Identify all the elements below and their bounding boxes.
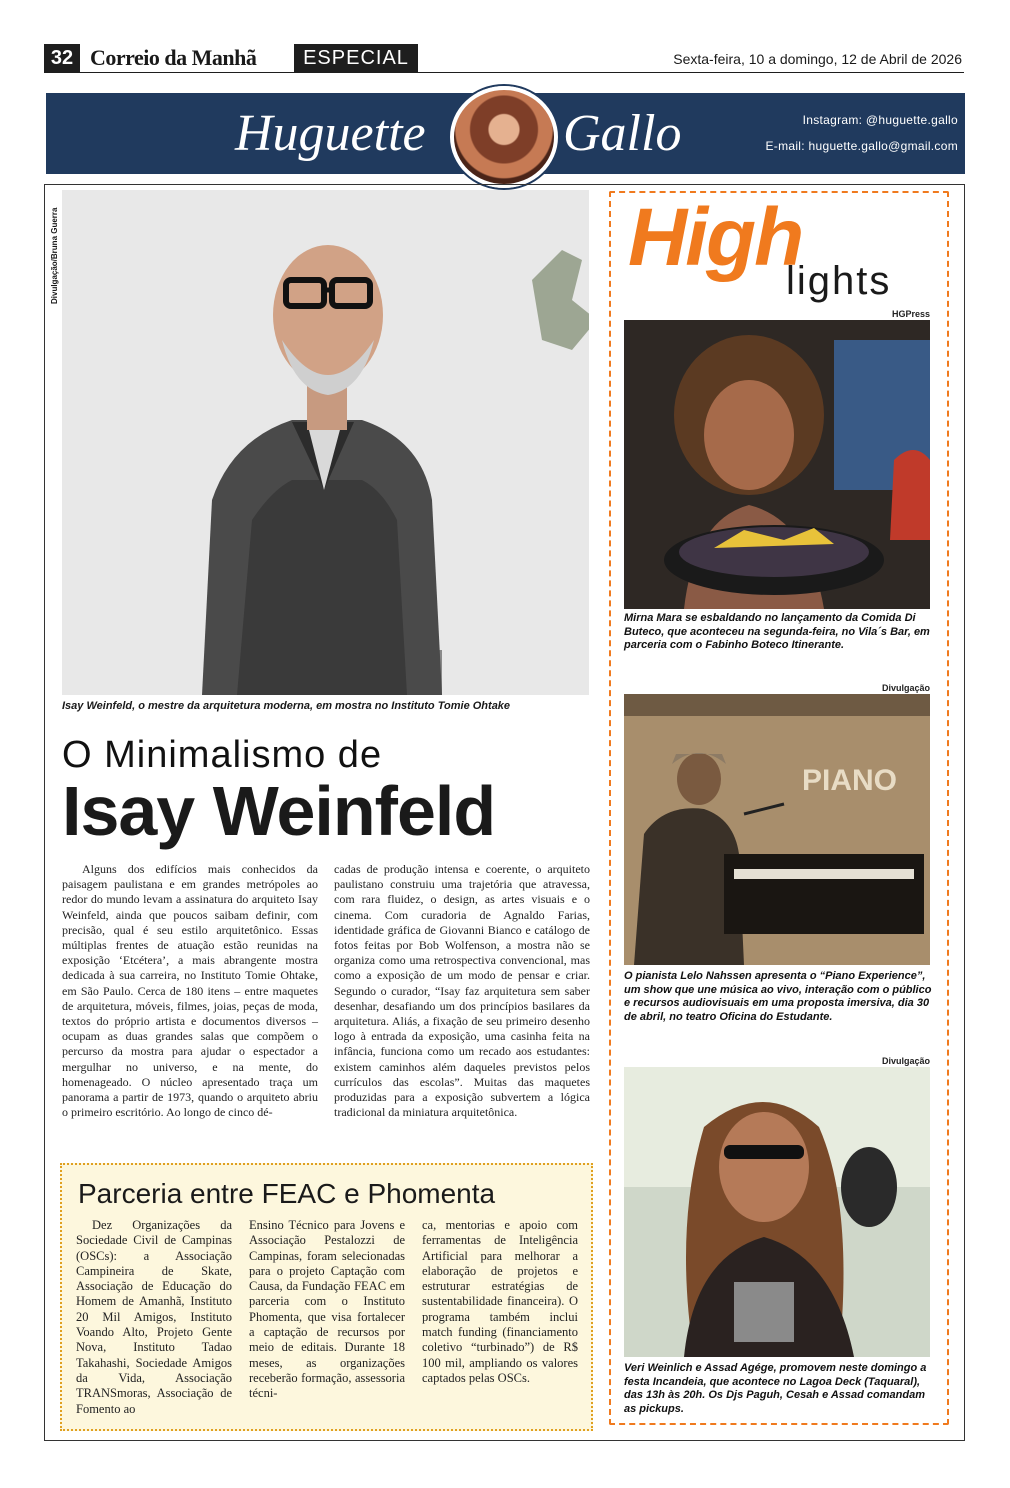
highlight-2-caption: O pianista Lelo Nahssen apresenta o “Piano Experience”, um show que une música ao vivo, interação com o público e recursos audiovisuais em uma proposta imersiva, dia 30 de abril, no teatro Oficina do Estudante. [624, 970, 932, 1023]
sidebar-story-title: Parceria entre FEAC e Phomenta [78, 1178, 496, 1209]
headline-kicker: O Minimalismo de [62, 734, 383, 776]
pianist-illustration [624, 694, 930, 965]
portrait-illustration [62, 190, 589, 695]
article-column-2: cadas de produção intensa e coerente, o arquiteto paulistano construiu uma trajetória que atravessa, com rara fluidez, o design, as artes visuais e o cinema. Com curadoria de Agnaldo Farias, identidade gráfica de Giovanni Bianco e catálogo de fotos feitas por Bob Wolfenson, a mostra não se organiza como uma retrospectiva convencional, mas como a exposição de um modo de pensar e criar. Segundo o curador, “Isay faz arquitetura sem saber desenhar, desafiando um dos princípios basilares da arquitetura. Aliás, a fixação de seu primeiro desenho logo à entrada da exposição, uma casinha feita na infância, funciona como um recado aos estudantes: existem caminhos além daqueles previstos pelos currículos das escolas”. Muitas das maquetes produzidas para a exposição subvertem a lógica tradicional da miniatura arquitetônica. [334, 862, 590, 1120]
columnist-last-name: Gallo [563, 105, 682, 162]
highlight-2-credit: Divulgação [881, 683, 930, 693]
section-label: ESPECIAL [294, 44, 418, 72]
highlight-3-caption: Veri Weinlich e Assad Agége, promovem neste domingo a festa Incandeia, que acontece no Lagoa Deck (Taquaral), das 13h às 20h. Os Djs Paguh, Cesah e Assad comandam as pickups. [624, 1362, 927, 1415]
woman-with-plate-illustration [624, 320, 930, 609]
highlight-3-credit: Divulgação [881, 1056, 930, 1066]
highlight-1-credit: HGPress [891, 309, 930, 319]
page-number: 32 [44, 44, 80, 72]
headline-main: Isay Weinfeld [62, 772, 496, 850]
instagram-handle[interactable]: Instagram: @huguette.gallo [802, 113, 958, 127]
header-rule [44, 72, 964, 73]
sidebar-story-column-2: Ensino Técnico para Jovens e Associação Pestalozzi de Campinas, foram selecionadas para o projeto Captação com Causa, da Fundação FEAC em parceria com o Instituto Phomenta, que visa fortalecer a captação de recursos por meio de editais. Durante 18 meses, as organizações receberão formação, assessoria técni- [249, 1218, 405, 1401]
highlight-1-caption: Mirna Mara se esbaldando no lançamento da Comida Di Buteco, que aconteceu na segunda-feira, no Vila´s Bar, em parceria com o Fabinho Boteco Itinerante. [624, 612, 930, 652]
sidebar-story-column-1: Dez Organizações da Sociedade Civil de Campinas (OSCs): a Associação Campineira de Skate, Associação de Educação do Homem de Amanhã, Instituto 20 Mil Amigos, Instituto Voando Alto, Projeto Gente Nova, Instituto Tadao Takahashi, Sociedade Amigos da Vida, Associação TRANSmoras, Associação de Fomento ao [76, 1218, 232, 1416]
piano-sign-text: PIANO [802, 764, 898, 797]
highlight-2-photo [624, 694, 930, 965]
dateline: Sexta-feira, 10 a domingo, 12 de Abril de 2026 [673, 51, 962, 67]
headline [62, 734, 592, 850]
highlight-3-photo [624, 1067, 930, 1357]
email-address[interactable]: E-mail: huguette.gallo@gmail.com [765, 139, 958, 153]
masthead-logo: Correio da Manhã [90, 45, 257, 70]
sidebar-story-column-3: ca, mentorias e apoio com ferramentas de Inteligência Artificial para melhorar a elaboração de projetos e estruturar estratégias de sustentabilidade financeira). O programa também inclui match funding (financiamento coletivo “turbinado”) de R$ 100 mil, ampliando os valores captados pelas OSCs. [422, 1218, 578, 1385]
highlights-title-big: High [628, 192, 803, 283]
dj-illustration [624, 1067, 930, 1357]
highlight-1-photo [624, 320, 930, 609]
main-photo [62, 190, 589, 695]
article-column-1: Alguns dos edifícios mais conhecidos da paisagem paulistana e em grandes metrópoles ao redor do mundo levam a assinatura do arquiteto Isay Weinfeld, ainda que poucos saibam definir, com precisão, qual é seu estilo arquitetônico. Essas múltiplas frentes de atuação estão reunidas na exposição ‘Etcétera’, a mais abrangente mostra dedicada à sua carreira, no Instituto Tomie Ohtake, em São Paulo. Cerca de 180 itens – entre maquetes de arquitetura, móveis, filmes, joias, peças de moda, textos do próprio artista e documentos diversos – ocupam as duas grandes salas que compõem o percurso da mostra para ajudar o espectador a mergulhar no universo, e na mente, do homenageado. O núcleo apresentado traça um panorama a partir de 1973, quando o arquiteto abriu o primeiro escritório. Ao longo de cinco dé- [62, 862, 318, 1120]
photo-credit: Divulgação/Bruna Guerra [50, 207, 59, 304]
columnist-avatar [450, 86, 558, 188]
main-photo-caption: Isay Weinfeld, o mestre da arquitetura moderna, em mostra no Instituto Tomie Ohtake [62, 700, 511, 712]
highlights-title-small: lights [786, 259, 892, 303]
columnist-first-name: Huguette [235, 105, 426, 162]
